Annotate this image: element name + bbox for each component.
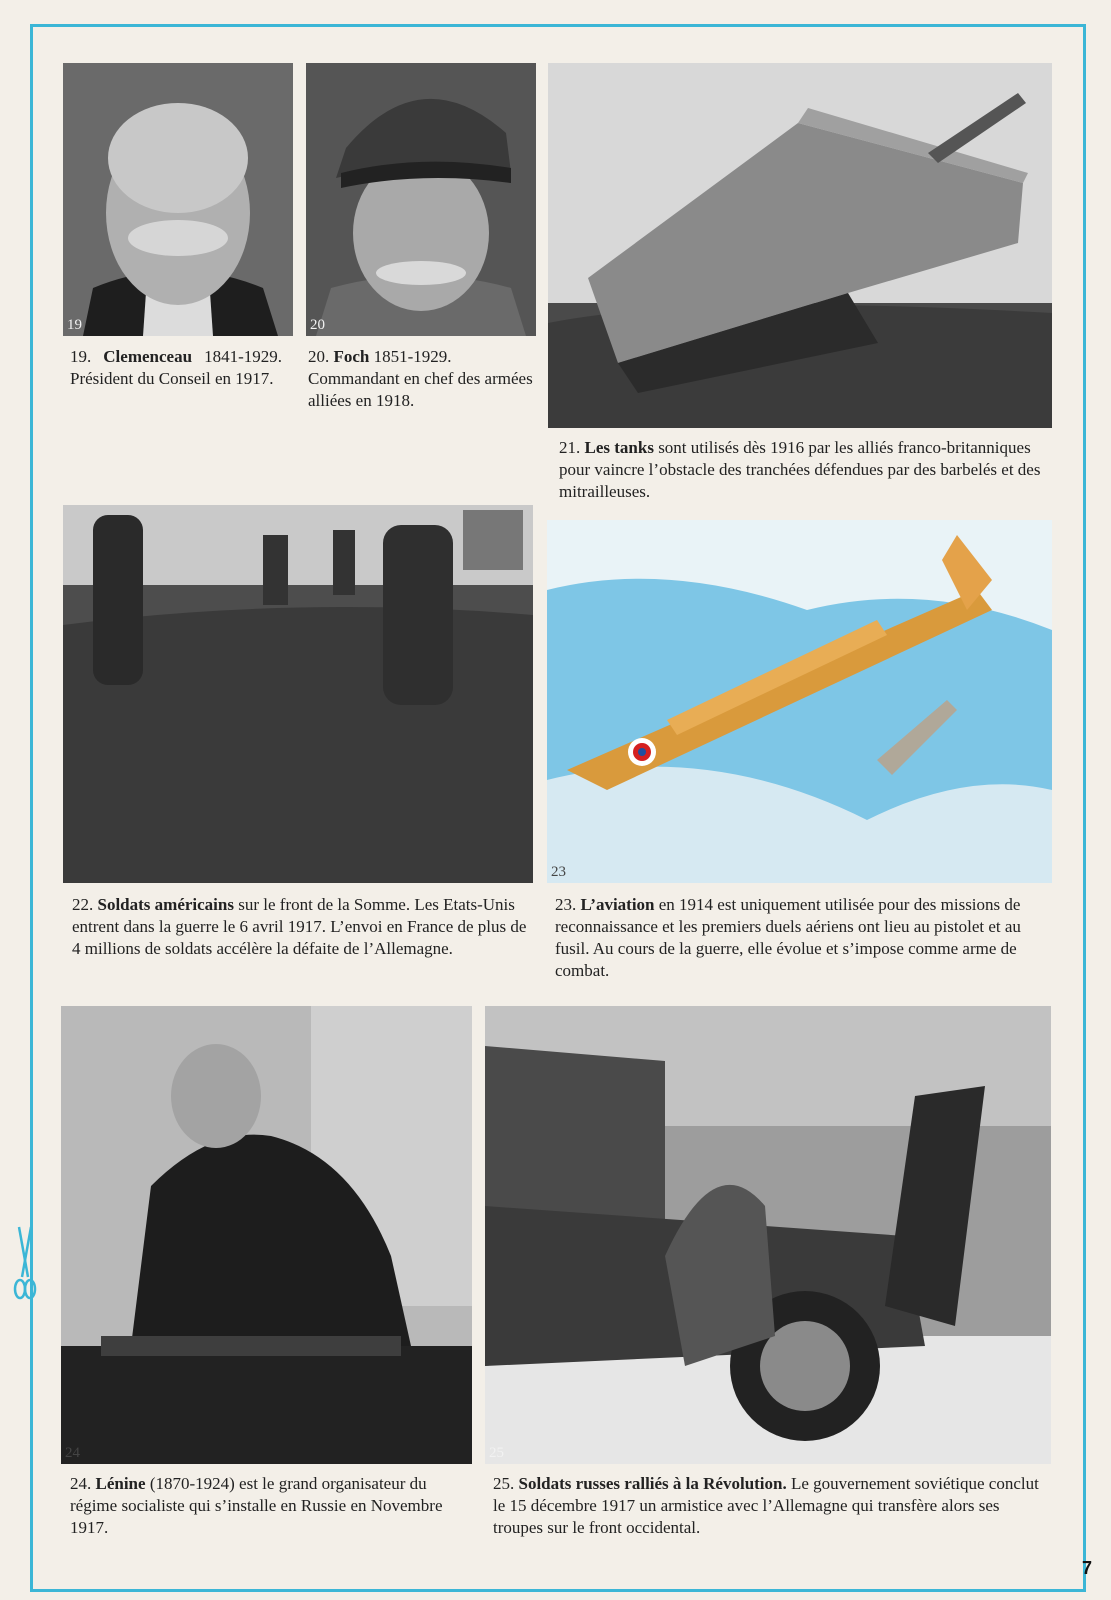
caption-text: sur le front de la Somme. Les Etats-Unis entrent dans la guerre le 6 avril 1917. L’envoi en France de plus de 4 millions de soldats accélère la défaite de l’Allemagne.	[72, 895, 527, 958]
caption-text: 1851-1929. Commandant en chef des armées alliées en 1918.	[308, 347, 533, 410]
caption-22: 22. Soldats américains sur le front de la Somme. Les Etats-Unis entrent dans la guerre le 6 avril 1917. L’envoi en France de plus de 4 millions de soldats accélère la défaite de l’Allemagne.	[72, 895, 527, 958]
caption-title: Foch	[333, 347, 370, 366]
caption-text: Le gouvernement soviétique conclut le 15 décembre 1917 un armistice avec l’Allemagne qui transfère alors ses troupes sur le front occidental.	[493, 1474, 1039, 1537]
caption-title: Soldats russes ralliés à la Révolution.	[518, 1474, 787, 1493]
caption-25: 25. Soldats russes ralliés à la Révolution. Le gouvernement soviétique conclut le 15 décembre 1917 un armistice avec l’Allemagne qui transfère alors ses troupes sur le front occidental.	[493, 1474, 1039, 1537]
caption-number: 23	[555, 895, 572, 914]
photo-foch	[306, 63, 536, 336]
caption-text: 1841-1929. Président du Conseil en 1917.	[70, 347, 282, 388]
caption-21: 21. Les tanks sont utilisés dès 1916 par les alliés franco-britanniques pour vaincre l’obstacle des tranchées défendues par des barbelés et des mitrailleuses.	[559, 438, 1041, 501]
caption-title: Les tanks	[584, 438, 654, 457]
caption-number: 22	[72, 895, 89, 914]
caption-title: Clemenceau	[103, 347, 193, 366]
photo-russian-soldiers	[485, 1006, 1051, 1464]
photo-tank	[548, 63, 1052, 428]
scissors-icon	[10, 1225, 40, 1303]
photo-number: 23	[551, 864, 566, 880]
photo-clemenceau	[63, 63, 293, 336]
caption-title: Lénine	[95, 1474, 146, 1493]
photo-number: 25	[489, 1445, 504, 1461]
page-number: 7	[1082, 1558, 1093, 1578]
caption-title: Soldats américains	[97, 895, 234, 914]
caption-23: 23. L’aviation en 1914 est uniquement utilisée pour des missions de reconnaissance et les premiers duels aériens ont lieu au pistolet et au fusil. Au cours de la guerre, elle évolue et s’impose comme arme de combat.	[555, 895, 1021, 980]
caption-20: 20. Foch 1851-1929. Commandant en chef des armées alliées en 1918.	[308, 347, 533, 410]
photo-number: 19	[67, 317, 82, 333]
caption-text: en 1914 est uniquement utilisée pour des missions de reconnaissance et les premiers duels aériens ont lieu au pistolet et au fusil. Au cours de la guerre, elle évolue et s’impose comme arme de combat.	[555, 895, 1021, 980]
photo-number: 20	[310, 317, 325, 333]
caption-text: (1870-1924) est le grand organisateur du régime socialiste qui s’installe en Russie en Novembre 1917.	[70, 1474, 443, 1537]
photo-aviation	[547, 520, 1052, 883]
photo-lenine	[61, 1006, 472, 1464]
photo-american-soldiers	[63, 505, 533, 883]
caption-title: L’aviation	[580, 895, 655, 914]
caption-number: 21	[559, 438, 576, 457]
photo-number: 24	[65, 1445, 80, 1461]
caption-number: 24	[70, 1474, 87, 1493]
caption-number: 20	[308, 347, 325, 366]
caption-24: 24. Lénine (1870-1924) est le grand organisateur du régime socialiste qui s’installe en Russie en Novembre 1917.	[70, 1474, 443, 1537]
caption-19: 19. Clemenceau 1841-1929. Président du Conseil en 1917.	[70, 347, 282, 388]
caption-number: 19	[70, 347, 87, 366]
caption-number: 25	[493, 1474, 510, 1493]
caption-text: sont utilisés dès 1916 par les alliés franco-britanniques pour vaincre l’obstacle des tranchées défendues par des barbelés et des mitrailleuses.	[559, 438, 1041, 501]
